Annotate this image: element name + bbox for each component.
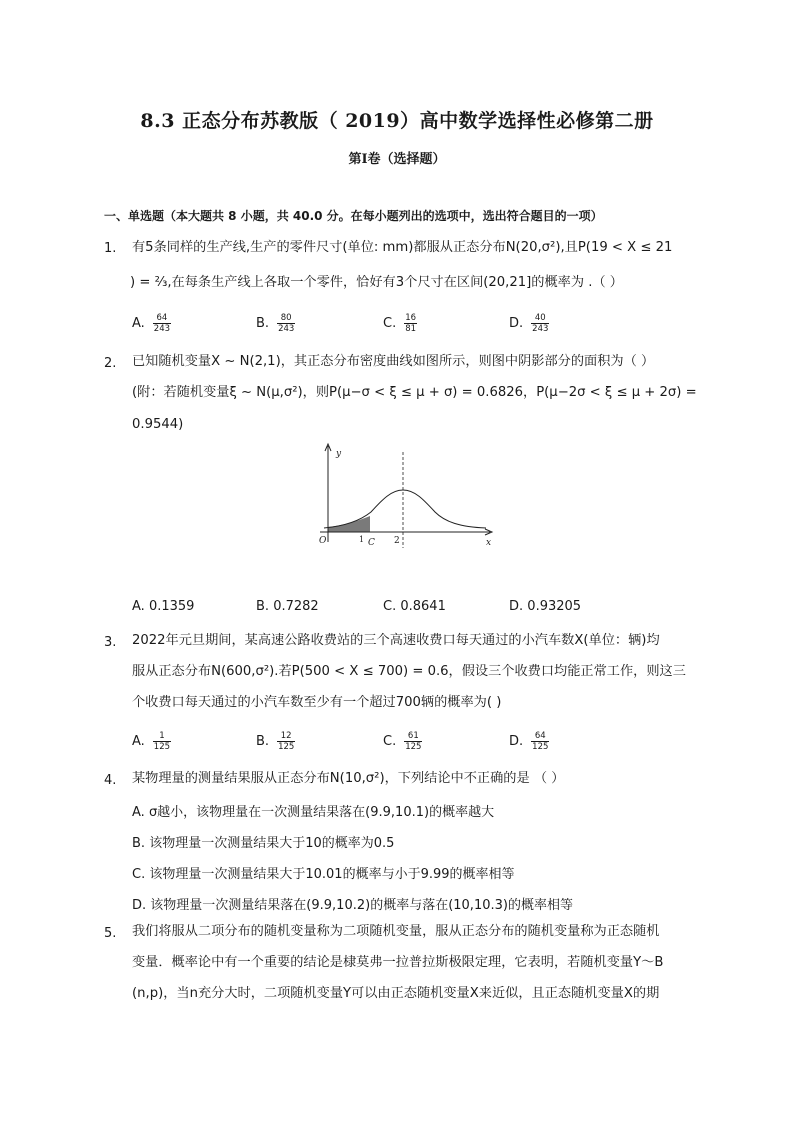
option-label: B.	[256, 316, 270, 331]
question-3-option-b	[256, 731, 295, 752]
shaded-area	[328, 516, 370, 532]
option-label: A.	[132, 734, 145, 749]
question-1-option-a	[132, 313, 171, 334]
option-label: C.	[132, 867, 146, 882]
question-2-option-d	[509, 599, 581, 614]
fraction-numerator: 61	[404, 731, 422, 742]
question-5-line-1: 我们将服从二项分布的随机变量称为二项随机变量，服从正态分布的随机变量称为正态随机	[132, 924, 660, 939]
option-label: D.	[132, 898, 147, 913]
option-fraction	[404, 731, 422, 752]
option-text: σ越小，该物理量在一次测量结果落在(9.9,10.1)的概率越大	[148, 805, 495, 820]
option-fraction	[531, 731, 549, 752]
y-axis-label: y	[336, 449, 342, 459]
question-4-option-a	[132, 801, 494, 820]
option-text: 0.93205	[527, 599, 582, 614]
fraction-numerator: 64	[153, 313, 171, 324]
tick-label-1: 1	[359, 535, 365, 544]
question-4-option-b	[132, 832, 394, 851]
question-2-line-3: 0.9544)	[132, 417, 184, 432]
fraction-denominator: 243	[278, 324, 295, 334]
option-label: B.	[256, 734, 270, 749]
option-text: 0.1359	[148, 599, 195, 614]
question-1-line-2: ) = ⅔,在每条生产线上各取一个零件，恰好有3个尺寸在区间(20,21]的概率为 .（ ）	[130, 275, 623, 290]
question-4-line-1: 某物理量的测量结果服从正态分布N(10,σ²)，下列结论中不正确的是 （ ）	[132, 771, 565, 786]
question-3-option-d	[509, 731, 549, 752]
option-label: B.	[256, 599, 270, 614]
question-5-line-2: 变量．概率论中有一个重要的结论是棣莫弗一拉普拉斯极限定理，它表明，若随机变量Y～B	[132, 955, 664, 970]
question-2-option-a	[132, 599, 194, 614]
question-1-number: 1.	[104, 241, 117, 256]
x-axis-label: x	[486, 538, 492, 548]
document-subtitle: 第I卷（选择题）	[348, 152, 446, 167]
option-fraction	[277, 313, 295, 334]
question-5-number: 5.	[104, 926, 117, 941]
option-label: C.	[383, 599, 397, 614]
question-3-line-2: 服从正态分布N(600,σ²).若P(500 < X ≤ 700) = 0.6，假设三个收费口均能正常工作，则这三	[132, 664, 686, 679]
fraction-numerator: 80	[277, 313, 295, 324]
question-1-line-1: 有5条同样的生产线,生产的零件尺寸(单位: mm)都服从正态分布N(20,σ²),且P(19 < X ≤ 21	[132, 240, 673, 255]
document-title: 8.3 正态分布苏教版（ 2019）高中数学选择性必修第二册	[140, 110, 654, 132]
fraction-denominator: 125	[532, 742, 549, 752]
tick-label-2: 2	[394, 536, 400, 546]
question-3-number: 3.	[104, 635, 117, 650]
option-label: D.	[509, 734, 524, 749]
fraction-denominator: 125	[153, 742, 171, 752]
option-label: D.	[509, 599, 524, 614]
normal-density-figure	[316, 440, 496, 552]
option-label: C.	[383, 734, 397, 749]
fraction-numerator: 1	[153, 731, 171, 742]
section-heading: 一、单选题（本大题共 8 小题，共 40.0 分。在每小题列出的选项中，选出符合题目的一项）	[104, 209, 603, 223]
option-label: A.	[132, 805, 145, 820]
fraction-denominator: 243	[532, 324, 549, 334]
question-4-option-c	[132, 863, 515, 882]
question-1-option-d	[509, 313, 549, 334]
fraction-numerator: 16	[405, 313, 417, 323]
fraction-numerator: 12	[277, 731, 295, 742]
question-2-number: 2.	[104, 356, 117, 371]
question-2-line-2: (附：若随机变量ξ ~ N(μ,σ²)，则P(μ−σ < ξ ≤ μ + σ) = 0.6826，P(μ−2σ < ξ ≤ μ + 2σ) =	[132, 385, 697, 400]
option-label: C.	[383, 316, 397, 331]
fraction-denominator: 243	[153, 324, 171, 334]
question-4-number: 4.	[104, 773, 117, 788]
fraction-denominator: 125	[278, 742, 295, 752]
option-fraction	[531, 313, 549, 334]
question-3-line-1: 2022年元旦期间，某高速公路收费站的三个高速收费口每天通过的小汽车数X(单位：辆)均	[132, 633, 660, 648]
fraction-numerator: 40	[531, 313, 549, 324]
option-label: B.	[132, 836, 146, 851]
option-label: D.	[509, 316, 524, 331]
origin-label: O	[319, 536, 327, 546]
question-2-option-c	[383, 599, 446, 614]
question-3-line-3: 个收费口每天通过的小汽车数至少有一个超过700辆的概率为( )	[132, 695, 502, 710]
question-1-option-c	[383, 313, 417, 334]
question-2-line-1: 已知随机变量X ~ N(2,1)，其正态分布密度曲线如图所示，则图中阴影部分的面积为（ ）	[132, 354, 655, 369]
option-fraction	[277, 731, 295, 752]
question-3-option-a	[132, 731, 171, 752]
question-2-option-b	[256, 599, 319, 614]
density-curve	[324, 490, 486, 528]
option-label: A.	[132, 316, 145, 331]
option-text: 该物理量一次测量结果落在(9.9,10.2)的概率与落在(10,10.3)的概率相等	[150, 898, 573, 913]
fraction-numerator: 64	[531, 731, 549, 742]
option-fraction	[153, 731, 171, 752]
option-text: 该物理量一次测量结果大于10.01的概率与小于9.99的概率相等	[149, 867, 515, 882]
question-3-option-c	[383, 731, 422, 752]
option-fraction	[153, 313, 171, 334]
point-c-label: C	[368, 538, 375, 548]
question-1-option-b	[256, 313, 295, 334]
question-4-option-d	[132, 894, 573, 913]
question-5-line-3: (n,p)，当n充分大时，二项随机变量Y可以由正态随机变量X来近似，且正态随机变量X的期	[132, 986, 660, 1001]
option-text: 0.7282	[273, 599, 319, 614]
fraction-denominator: 81	[405, 324, 417, 334]
option-text: 0.8641	[400, 599, 446, 614]
option-fraction	[404, 313, 417, 334]
option-label: A.	[132, 599, 145, 614]
option-text: 该物理量一次测量结果大于10的概率为0.5	[149, 836, 395, 851]
fraction-denominator: 125	[405, 742, 422, 752]
